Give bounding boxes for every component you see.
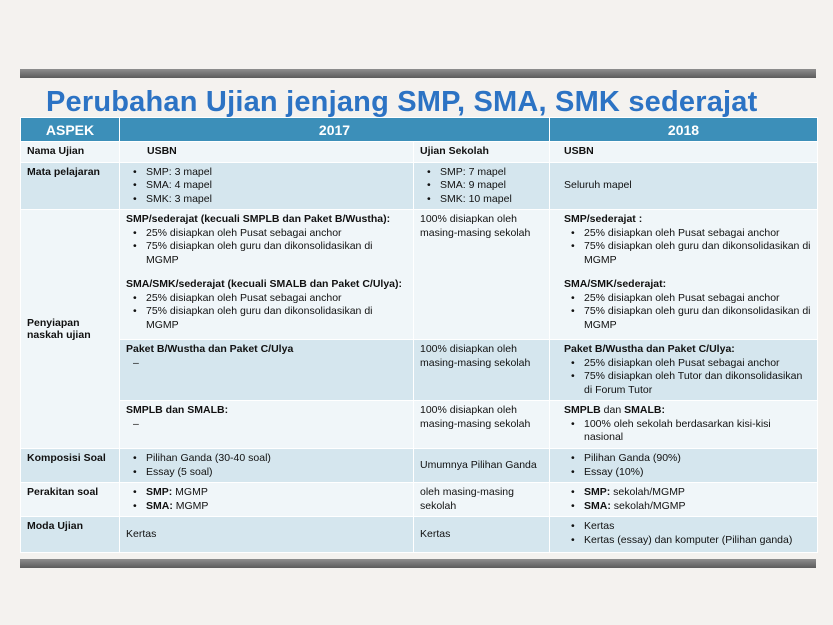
- cell-2017-usbn: USBN: [120, 142, 414, 163]
- row-label: Moda Ujian: [21, 517, 120, 553]
- item-key: SMP:: [146, 486, 173, 498]
- dash-text: –: [133, 417, 139, 430]
- cell-2017-usbn: [120, 340, 414, 401]
- list-item: • Essay (5 soal): [126, 466, 407, 480]
- cell-2018-usbn: USBN: [550, 142, 818, 163]
- cell-2017-usbn: [120, 401, 414, 449]
- row-label: Perakitan soal: [21, 483, 120, 517]
- list-item: • Kertas: [564, 520, 811, 534]
- header-2017: 2017: [120, 118, 550, 142]
- list-item: • 75% disiapkan oleh guru dan dikonsolidasikan di MGMP: [126, 305, 407, 332]
- list-item: [564, 486, 811, 500]
- item-value: sekolah/MGMP: [610, 486, 685, 498]
- group-heading: SMP/sederajat :: [564, 213, 643, 225]
- list-item: • SMK: 3 mapel: [126, 193, 407, 207]
- group-heading: [564, 404, 811, 418]
- list-item: • 75% disiapkan oleh guru dan dikonsolidasikan di MGMP: [564, 240, 811, 267]
- cell-2017-ujian-sekolah: 100% disiapkan oleh masing-masing sekolah: [414, 210, 550, 340]
- item-value: sekolah/MGMP: [610, 499, 686, 512]
- header-2018: 2018: [550, 118, 818, 142]
- row-penyiapan-c: [21, 401, 818, 449]
- group-heading: Paket B/Wustha dan Paket C/Ulya: [126, 343, 294, 355]
- list-item: • SMK: 10 mapel: [420, 193, 543, 207]
- group-heading: SMP/sederajat (kecuali SMPLB dan Paket B/Wustha):: [126, 213, 391, 225]
- cell-2017-usbn: [120, 210, 414, 340]
- group-heading: SMA/SMK/sederajat:: [564, 278, 667, 290]
- list-item: • 75% disiapkan oleh guru dan dikonsolidasikan di MGMP: [126, 240, 407, 267]
- cell-2017-usbn: [120, 449, 414, 483]
- cell-2018: [550, 401, 818, 449]
- cell-2017-usbn: [120, 483, 414, 517]
- list-item: • Essay (10%): [564, 466, 811, 480]
- list-item: • SMP: 7 mapel: [420, 166, 543, 180]
- cell-2018: [550, 517, 818, 553]
- comparison-table: [20, 117, 818, 553]
- item-value: MGMP: [172, 499, 209, 512]
- slide-title: Perubahan Ujian jenjang SMP, SMA, SMK sederajat: [46, 86, 758, 118]
- list-item: • Kertas (essay) dan komputer (Pilihan ganda): [564, 534, 811, 548]
- row-label: Nama Ujian: [21, 142, 120, 163]
- row-mata-pelajaran: [21, 162, 818, 210]
- list-item: [564, 500, 811, 514]
- item-value: MGMP: [172, 486, 208, 498]
- top-divider-bar: [20, 69, 816, 78]
- bottom-divider-bar: [20, 559, 816, 568]
- item-key: SMA:: [146, 499, 173, 512]
- header-aspek: ASPEK: [21, 118, 120, 142]
- list-item: • Pilihan Ganda (90%): [564, 452, 811, 466]
- list-item: • 25% disiapkan oleh Pusat sebagai anchor: [564, 227, 811, 241]
- heading-part: SMPLB: [564, 404, 601, 416]
- group-heading: Paket B/Wustha dan Paket C/Ulya:: [564, 343, 735, 355]
- row-perakitan-soal: [21, 483, 818, 517]
- heading-part: SMALB:: [624, 404, 665, 416]
- row-komposisi-soal: [21, 449, 818, 483]
- group-heading: SMPLB dan SMALB:: [126, 404, 229, 416]
- heading-part: dan: [600, 404, 625, 416]
- item-key: SMA:: [584, 499, 611, 512]
- list-item: • 25% disiapkan oleh Pusat sebagai anchor: [564, 357, 811, 371]
- row-label: Mata pelajaran: [21, 162, 120, 210]
- item-key: SMP:: [584, 486, 611, 498]
- cell-2018: [550, 340, 818, 401]
- list-item: • SMA: 9 mapel: [420, 179, 543, 193]
- cell-2017-ujian-sekolah: Ujian Sekolah: [414, 142, 550, 163]
- cell-2017-ujian-sekolah: 100% disiapkan oleh masing-masing sekolah: [414, 401, 550, 449]
- row-moda-ujian: [21, 517, 818, 553]
- row-penyiapan-b: [21, 340, 818, 401]
- table-header-row: [21, 118, 818, 142]
- list-item: [126, 500, 407, 514]
- dash-text: –: [133, 356, 139, 369]
- group-heading: SMA/SMK/sederajat (kecuali SMALB dan Paket C/Ulya):: [126, 278, 402, 290]
- list-item: • 25% disiapkan oleh Pusat sebagai anchor: [126, 227, 407, 241]
- list-item: • 25% disiapkan oleh Pusat sebagai anchor: [564, 292, 811, 306]
- list-item: • SMP: 3 mapel: [126, 166, 407, 180]
- list-item: • 75% disiapkan oleh Tutor dan dikonsolidasikan di Forum Tutor: [564, 370, 811, 397]
- cell-2018: [550, 483, 818, 517]
- cell-2017-ujian-sekolah: Kertas: [414, 517, 550, 553]
- row-label: Komposisi Soal: [21, 449, 120, 483]
- cell-2017-ujian-sekolah: [414, 162, 550, 210]
- row-nama-ujian: [21, 142, 818, 163]
- cell-2018: Seluruh mapel: [550, 162, 818, 210]
- cell-2018: [550, 449, 818, 483]
- cell-2017-usbn: Kertas: [120, 517, 414, 553]
- row-label: Penyiapan naskah ujian: [21, 210, 120, 449]
- row-penyiapan-a: [21, 210, 818, 340]
- list-item: • 100% oleh sekolah berdasarkan kisi-kisi nasional: [564, 418, 811, 445]
- list-item: • 25% disiapkan oleh Pusat sebagai anchor: [126, 292, 407, 306]
- list-item: [126, 486, 407, 500]
- cell-2017-ujian-sekolah: oleh masing-masing sekolah: [414, 483, 550, 517]
- list-item: • Pilihan Ganda (30-40 soal): [126, 452, 407, 466]
- cell-2017-ujian-sekolah: 100% disiapkan oleh masing-masing sekolah: [414, 340, 550, 401]
- list-item: • 75% disiapkan oleh guru dan dikonsolidasikan di MGMP: [564, 305, 811, 332]
- cell-2017-ujian-sekolah: Umumnya Pilihan Ganda: [414, 449, 550, 483]
- cell-2018: [550, 210, 818, 340]
- list-item: • SMA: 4 mapel: [126, 179, 407, 193]
- cell-2017-usbn: [120, 162, 414, 210]
